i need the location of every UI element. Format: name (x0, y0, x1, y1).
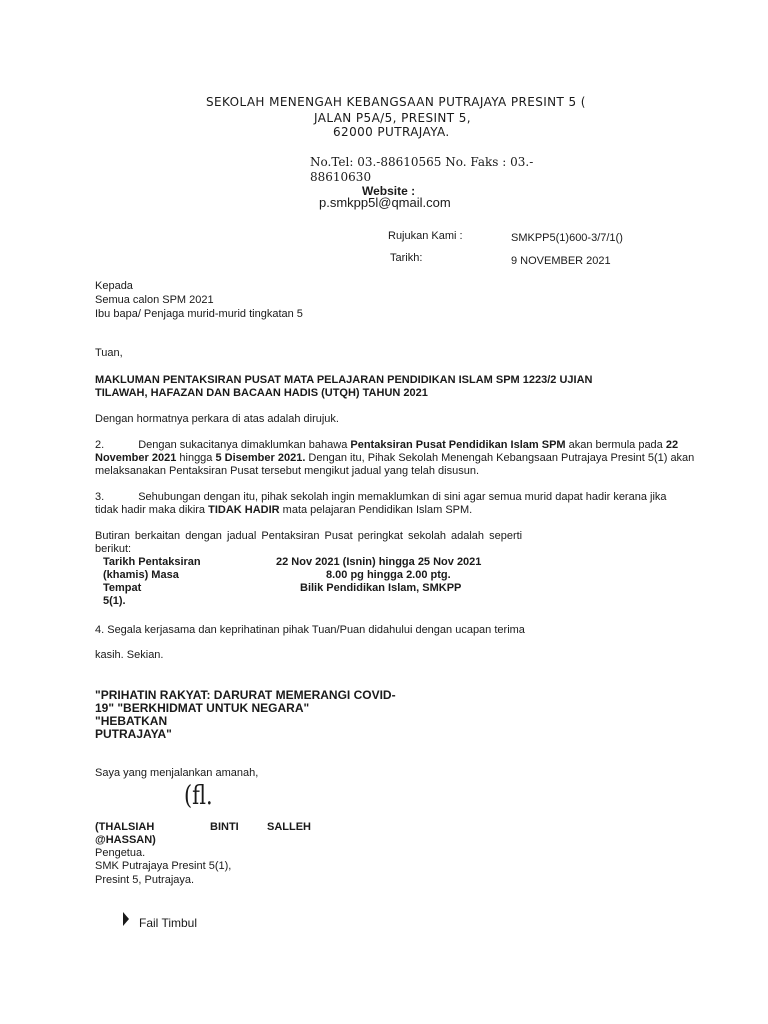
butiran-line-1: Butiran berkaitan dengan jadual Pentaksiran Pusat peringkat sekolah adalah seperti (95, 530, 523, 542)
website-label: Website : (362, 184, 416, 198)
masa-value: 8.00 pg hingga 2.00 ptg. (326, 569, 451, 581)
paragraph-4-line-1: 4. Segala kerjasama dan keprihatinan pihak Tuan/Puan didahului dengan ucapan terima (95, 624, 525, 636)
para3-text-1: Sehubungan dengan itu, pihak sekolah ingin memaklumkan di sini agar semua murid dapat hadir kerana jika tidak hadir maka dikira (95, 491, 667, 516)
address-line-1: JALAN P5A/5, PRESINT 5, (314, 111, 471, 125)
tarikh-label: Tarikh: (390, 252, 423, 264)
kepada-label: Kepada (95, 280, 133, 292)
subject-line-1: MAKLUMAN PENTAKSIRAN PUSAT MATA PELAJARAN PENDIDIKAN ISLAM SPM 1223/2 UJIAN (95, 374, 593, 386)
paragraph-3 (95, 491, 685, 517)
tempat-value: Bilik Pendidikan Islam, SMKPP (300, 582, 462, 594)
subject-line-2: TILAWAH, HAFAZAN DAN BACAAN HADIS (UTQH) TAHUN 2021 (95, 387, 428, 399)
telephone-line: No.Tel: 03.-88610565 No. Faks : 03.- (310, 155, 534, 169)
fail-timbul-link[interactable]: Fail Timbul (139, 916, 198, 930)
para3-number: 3. (95, 491, 105, 503)
para2-text-4: Dengan itu, Pihak Sekolah Menengah Kebangsaan Putrajaya Presint 5(1) akan melaksanakan Pentaksiran Pusat tersebut mengikut jadual yang telah disusun. (95, 452, 695, 477)
recipient-line-2: Ibu bapa/ Penjaga murid-murid tingkatan 5 (95, 308, 303, 320)
intro-text: Dengan hormatnya perkara di atas adalah dirujuk. (95, 413, 339, 425)
signatory-name-3: SALLEH (267, 821, 311, 833)
salutation: Tuan, (95, 347, 123, 359)
para2-text-1: Dengan sukacitanya dimaklumkan bahawa (138, 439, 351, 451)
tempat-label: Tempat (103, 582, 142, 594)
para2-text-2: akan bermula pada (565, 439, 666, 451)
para2-bold-2: 22 November 2021 (95, 439, 679, 464)
signatory-address-1: SMK Putrajaya Presint 5(1), (95, 860, 232, 872)
email-address: p.smkpp5l@qmail.com (319, 195, 451, 210)
para2-text-3: hingga (176, 452, 216, 464)
address-line-2: 62000 PUTRAJAYA. (333, 125, 450, 139)
masa-label: (khamis) Masa (103, 569, 179, 581)
motto-line-3: "HEBATKAN (95, 714, 168, 728)
para3-bold-1: TIDAK HADIR (208, 504, 280, 516)
para3-text-2: mata pelajaran Pendidikan Islam SPM. (279, 504, 473, 516)
motto-line-4: PUTRAJAYA" (95, 727, 172, 741)
rujukan-label: Rujukan Kami : (388, 230, 463, 242)
tarikh-pentaksiran-value: 22 Nov 2021 (Isnin) hingga 25 Nov 2021 (276, 556, 482, 568)
closing-text: Saya yang menjalankan amanah, (95, 767, 259, 779)
paragraph-4-line-2: kasih. Sekian. (95, 649, 164, 661)
tempat-continuation: 5(1). (103, 595, 126, 607)
signatory-address-2: Presint 5, Putrajaya. (95, 874, 195, 886)
paragraph-2 (95, 439, 710, 478)
signature: (fl. (184, 781, 213, 811)
signatory-title: Pengetua. (95, 847, 146, 859)
play-icon[interactable] (123, 912, 129, 926)
para2-bold-1: Pentaksiran Pusat Pendidikan Islam SPM (350, 439, 566, 451)
fax-continuation: 88610630 (310, 170, 372, 184)
signatory-name-1: (THALSIAH (95, 821, 155, 833)
motto-line-2: 19" "BERKHIDMAT UNTUK NEGARA" (95, 701, 310, 715)
motto-line-1: "PRIHATIN RAKYAT: DARURAT MEMERANGI COVID- (95, 688, 396, 702)
para2-bold-3: 5 Disember 2021. (215, 452, 306, 464)
butiran-line-2: berikut: (95, 543, 132, 555)
para2-number: 2. (95, 439, 105, 451)
rujukan-value: SMKPP5(1)600-3/7/1() (511, 232, 623, 244)
tarikh-value: 9 NOVEMBER 2021 (511, 255, 611, 267)
school-name: SEKOLAH MENENGAH KEBANGSAAN PUTRAJAYA PRESINT 5 ( (206, 95, 586, 109)
signatory-name-4: @HASSAN) (95, 834, 156, 846)
tarikh-pentaksiran-label: Tarikh Pentaksiran (103, 556, 201, 568)
recipient-line-1: Semua calon SPM 2021 (95, 294, 214, 306)
signatory-name-2: BINTI (210, 821, 239, 833)
